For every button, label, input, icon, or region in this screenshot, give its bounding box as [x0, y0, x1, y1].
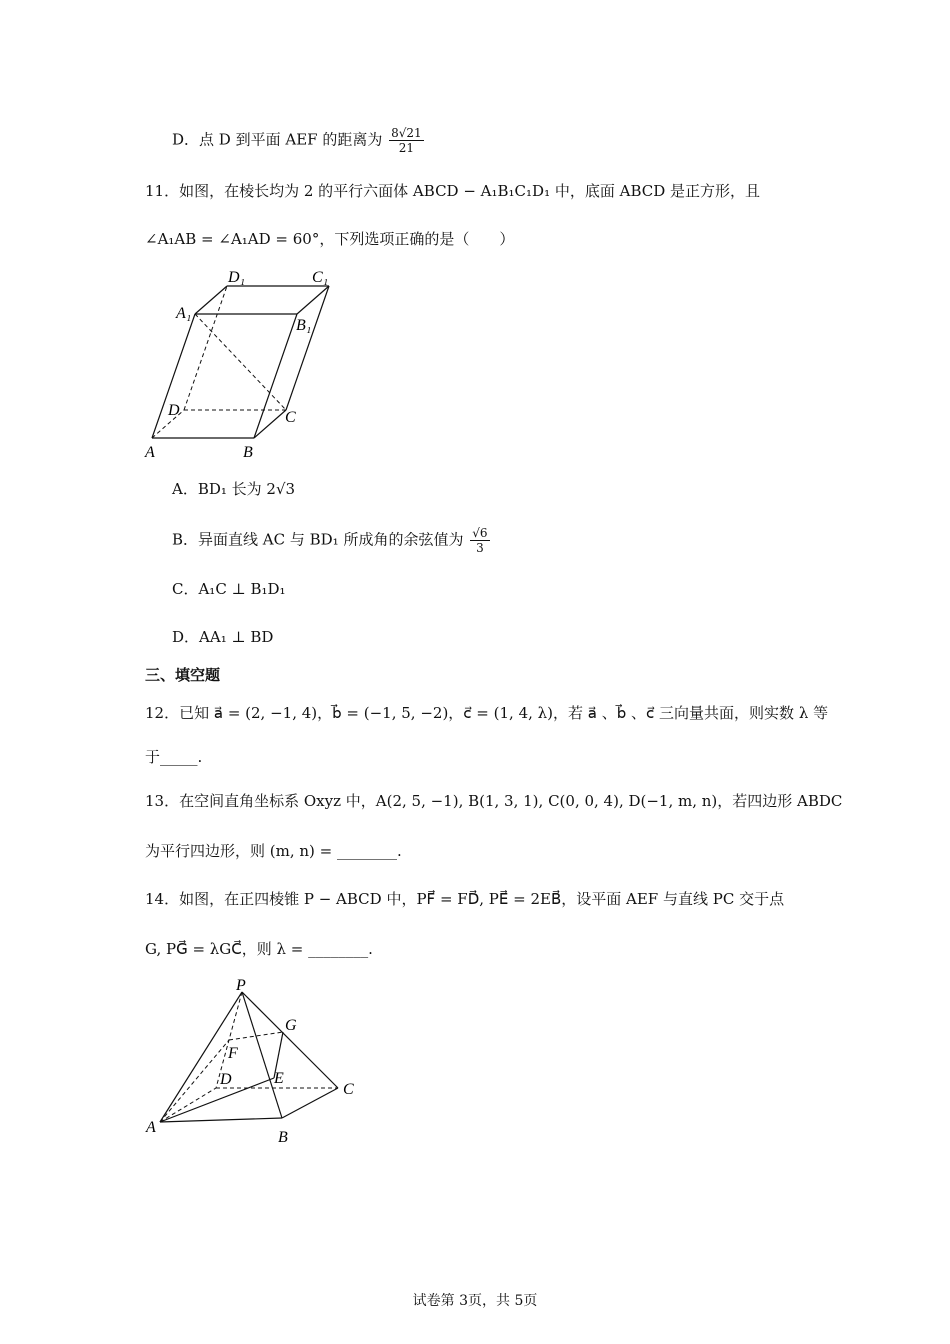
- segment-ae: [160, 1078, 274, 1122]
- label-a: A: [145, 444, 155, 461]
- segment-af-hidden: [160, 1040, 229, 1122]
- q12-line1: 12．已知 a⃗ = (2, −1, 4)，b⃗ = (−1, 5, −2)，c⃗ = (1, 4, λ)，若 a⃗ 、b⃗ 、c⃗ 三向量共面，则实数 λ 等: [145, 704, 829, 722]
- edge-pc: [242, 992, 338, 1088]
- q14-line1: 14．如图，在正四棱锥 P − ABCD 中，PF⃗ = FD⃗, PE⃗ = 2EB⃗，设平面 AEF 与直线 PC 交于点: [145, 890, 785, 908]
- page-footer: 试卷第 3页，共 5页: [412, 1293, 538, 1309]
- label-b1: B₁: [296, 317, 312, 334]
- q12-line2: 于_____.: [145, 748, 203, 766]
- label-a1: A₁: [176, 305, 192, 322]
- label-c1: C₁: [312, 269, 329, 286]
- label-b: B: [243, 444, 253, 461]
- label-a: A: [146, 1119, 156, 1136]
- edge-bc: [282, 1088, 338, 1118]
- q14-line2: G, PG⃗ = λGC⃗，则 λ = ________.: [145, 940, 373, 958]
- label-c: C: [343, 1081, 354, 1098]
- edge-a1d1: [195, 286, 227, 314]
- diagonal-a1c-hidden: [195, 314, 286, 410]
- q11-option-a: A．BD₁ 长为 2√3: [172, 480, 296, 498]
- q11-option-d: D．AA₁ ⊥ BD: [172, 628, 274, 646]
- edge-pb: [242, 992, 282, 1118]
- edge-ab: [160, 1118, 282, 1122]
- label-b: B: [278, 1129, 288, 1146]
- fraction-numerator: 8√21: [391, 126, 422, 140]
- q10-option-d-fraction: [389, 126, 424, 155]
- fraction-denominator: 3: [476, 541, 484, 555]
- label-g: G: [285, 1017, 297, 1034]
- label-f: F: [228, 1045, 238, 1062]
- q13-line1: 13．在空间直角坐标系 Oxyz 中，A(2, 5, −1), B(1, 3, 1), C(0, 0, 4), D(−1, m, n)，若四边形 ABDC: [145, 792, 843, 810]
- label-p: P: [236, 977, 246, 994]
- fraction-numerator: √6: [472, 526, 488, 540]
- edge-ad-hidden: [160, 1088, 216, 1122]
- parallelepiped-figure: [140, 262, 350, 462]
- q13-line2: 为平行四边形，则 (m, n) = ________.: [145, 842, 402, 860]
- fraction-denominator: 21: [398, 141, 415, 155]
- q10-option-d: [172, 126, 426, 155]
- q11-stem-line2: ∠A₁AB = ∠A₁AD = 60°，下列选项正确的是（ ）: [145, 230, 515, 248]
- q11-option-b: [172, 526, 492, 555]
- label-c: C: [285, 409, 296, 426]
- q11-stem-line1: 11．如图，在棱长均为 2 的平行六面体 ABCD − A₁B₁C₁D₁ 中，底面 ABCD 是正方形，且: [145, 182, 761, 200]
- label-d: D: [220, 1071, 232, 1088]
- q11-option-b-text: B．异面直线 AC 与 BD₁ 所成角的余弦值为: [172, 530, 464, 549]
- label-d: D: [168, 402, 180, 419]
- q10-option-d-text: D．点 D 到平面 AEF 的距离为: [172, 130, 383, 149]
- label-e: E: [274, 1070, 284, 1087]
- q11-option-b-fraction: [470, 526, 489, 555]
- label-d1: D₁: [228, 269, 246, 286]
- pyramid-figure: [140, 970, 370, 1150]
- section-heading-fill-in: 三、填空题: [145, 666, 221, 684]
- q11-option-c: C．A₁C ⊥ B₁D₁: [172, 580, 286, 598]
